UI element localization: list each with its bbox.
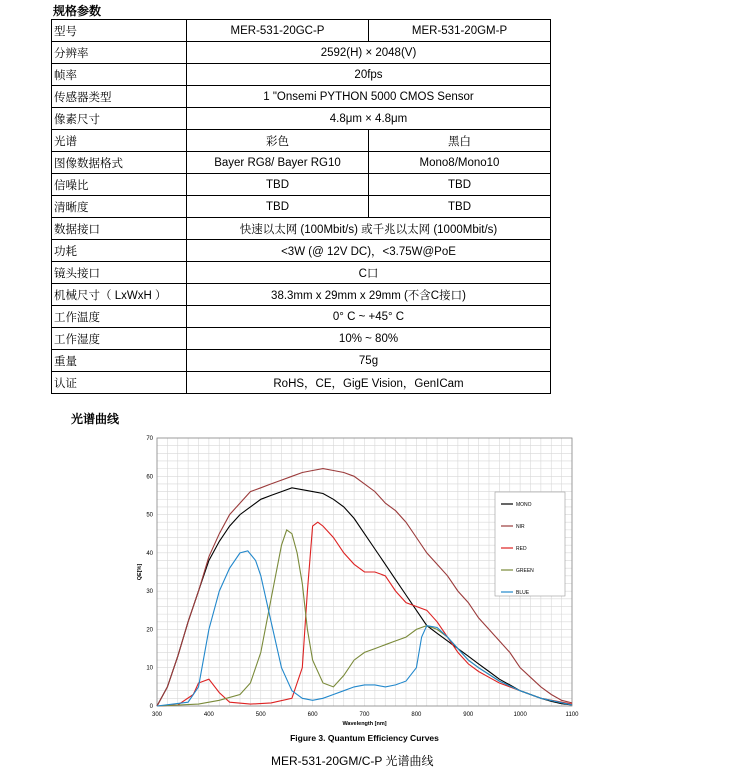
spec-value: 2592(H) × 2048(V) bbox=[187, 42, 551, 64]
spec-title: 规格参数 bbox=[53, 4, 102, 18]
y-tick-label: 10 bbox=[146, 665, 153, 672]
spec-row bbox=[52, 350, 551, 372]
x-tick-label: 300 bbox=[151, 712, 163, 718]
spec-value: C口 bbox=[187, 262, 551, 284]
x-tick-label: 1100 bbox=[565, 712, 579, 718]
spec-row bbox=[52, 20, 551, 42]
spec-value: 1 "Onsemi PYTHON 5000 CMOS Sensor bbox=[187, 86, 551, 108]
spec-value: 快速以太网 (100Mbit/s) 或千兆以太网 (1000Mbit/s) bbox=[187, 218, 551, 240]
legend-label: NIR bbox=[516, 524, 525, 530]
legend-label: BLUE bbox=[516, 590, 530, 596]
spec-label: 帧率 bbox=[52, 64, 187, 86]
spec-row bbox=[52, 284, 551, 306]
spec-label: 机械尺寸（ LxWxH ） bbox=[52, 284, 187, 306]
spec-row bbox=[52, 86, 551, 108]
spec-value: TBD bbox=[187, 174, 369, 196]
y-tick-label: 0 bbox=[149, 704, 153, 710]
x-axis-label: Wavelength [nm] bbox=[342, 721, 387, 727]
spec-row bbox=[52, 130, 551, 152]
spec-value: 黑白 bbox=[369, 130, 551, 152]
x-tick-label: 900 bbox=[463, 712, 474, 718]
spec-row bbox=[52, 42, 551, 64]
y-tick-label: 30 bbox=[146, 589, 153, 596]
spec-value: <3W (@ 12V DC)，<3.75W@PoE bbox=[187, 240, 551, 262]
spec-value: MER-531-20GM-P bbox=[369, 20, 551, 42]
spec-label: 镜头接口 bbox=[52, 262, 187, 284]
x-tick-label: 800 bbox=[411, 712, 422, 718]
spec-row bbox=[52, 218, 551, 240]
x-tick-label: 1000 bbox=[513, 712, 527, 718]
spec-value: 10% ~ 80% bbox=[187, 328, 551, 350]
spec-label: 数据接口 bbox=[52, 218, 187, 240]
y-tick-label: 70 bbox=[146, 436, 153, 442]
y-tick-label: 60 bbox=[146, 474, 153, 481]
spec-label: 分辨率 bbox=[52, 42, 187, 64]
spec-row bbox=[52, 328, 551, 350]
spec-label: 工作温度 bbox=[52, 306, 187, 328]
spec-row bbox=[52, 64, 551, 86]
spec-row bbox=[52, 262, 551, 284]
x-tick-label: 500 bbox=[255, 712, 266, 718]
spec-row bbox=[52, 196, 551, 218]
spec-value: 4.8μm × 4.8μm bbox=[187, 108, 551, 130]
legend-label: MONO bbox=[516, 502, 532, 508]
legend-label: GREEN bbox=[516, 568, 534, 574]
spec-table bbox=[51, 19, 551, 394]
y-tick-label: 40 bbox=[146, 550, 153, 557]
x-tick-label: 600 bbox=[307, 712, 318, 718]
spec-value: Bayer RG8/ Bayer RG10 bbox=[187, 152, 369, 174]
spec-label: 清晰度 bbox=[52, 196, 187, 218]
spec-row bbox=[52, 372, 551, 394]
spec-value: TBD bbox=[369, 196, 551, 218]
spec-value: Mono8/Mono10 bbox=[369, 152, 551, 174]
spec-label: 像素尺寸 bbox=[52, 108, 187, 130]
spec-value: 彩色 bbox=[187, 130, 369, 152]
spec-value: RoHS，CE，GigE Vision，GenICam bbox=[187, 372, 551, 394]
spec-row bbox=[52, 174, 551, 196]
y-tick-label: 50 bbox=[146, 512, 153, 519]
spec-label: 认证 bbox=[52, 372, 187, 394]
spec-label: 信噪比 bbox=[52, 174, 187, 196]
chart-title: Figure 3. Quantum Efficiency Curves bbox=[290, 733, 439, 743]
spec-value: TBD bbox=[369, 174, 551, 196]
x-tick-label: 400 bbox=[203, 712, 214, 718]
spec-label: 光谱 bbox=[52, 130, 187, 152]
spec-row bbox=[52, 108, 551, 130]
spec-label: 重量 bbox=[52, 350, 187, 372]
spec-value: 38.3mm x 29mm x 29mm (不含C接口) bbox=[187, 284, 551, 306]
y-axis-label: QE[%] bbox=[137, 563, 143, 581]
spec-value: MER-531-20GC-P bbox=[187, 20, 369, 42]
spec-label: 图像数据格式 bbox=[52, 152, 187, 174]
spec-label: 工作湿度 bbox=[52, 328, 187, 350]
legend-label: RED bbox=[516, 546, 527, 552]
spec-row bbox=[52, 306, 551, 328]
spec-value: 0° C ~ +45° C bbox=[187, 306, 551, 328]
spec-row bbox=[52, 240, 551, 262]
y-tick-label: 20 bbox=[146, 627, 153, 634]
spec-value: 20fps bbox=[187, 64, 551, 86]
spec-label: 型号 bbox=[52, 20, 187, 42]
qe-chart bbox=[135, 430, 585, 750]
spec-label: 功耗 bbox=[52, 240, 187, 262]
x-tick-label: 700 bbox=[359, 712, 370, 718]
curve-title: 光谱曲线 bbox=[71, 412, 120, 426]
spec-value: 75g bbox=[187, 350, 551, 372]
chart-caption: MER-531-20GM/C-P 光谱曲线 bbox=[271, 754, 434, 768]
spec-row bbox=[52, 152, 551, 174]
spec-label: 传感器类型 bbox=[52, 86, 187, 108]
spec-value: TBD bbox=[187, 196, 369, 218]
